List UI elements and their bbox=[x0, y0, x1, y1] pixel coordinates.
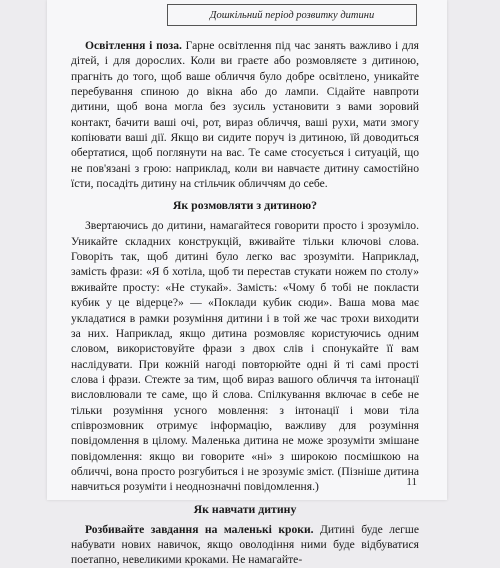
paragraph-lead: Освітлення і поза. bbox=[85, 39, 182, 52]
paragraph-lighting bbox=[71, 38, 419, 191]
paragraph-lead: Розбивайте завдання на маленькі кроки. bbox=[85, 522, 314, 536]
section-heading-teaching: Як навчати дитину bbox=[193, 501, 297, 516]
paragraph-text: Дитині буде легше набувати нових навичок, якщо оволодіння ними буде відбуватися поетапно, невеликими кроками. Не намагайте- bbox=[71, 522, 419, 567]
paragraph-teaching bbox=[71, 522, 419, 568]
book-page bbox=[47, 0, 447, 567]
page-number: 11 bbox=[406, 476, 417, 488]
paragraph-text: Звертаючись до дитини, намагайтеся говорити просто і зрозуміло. Уникайте складних конструкцій, вживайте тільки ключові слова. Говоріть так, щоб дитині було легко вас зрозуміти. Наприклад, замість фрази: «Я б хотіла, щоб ти перестав стукати ножем по столу» вживайте просту: «Не стукай». Замість: «Чому б тобі не покласти кубик у це відерце?» — «Поклади кубик сюди». Ваша мова має укладатися в рамки розуміння дитини і в той же час трохи виходити за них. Наприклад, якщо дитина розмовляє користуючись одним словом, використовуйте фрази з двох слів і спонукайте її вам наслідувати. При кожній нагоді повторюйте одні й ті самі прості слова і фрази. Стежте за тим, щоб вираз вашого обличчя та інтонації висловлювали те саме, що й слова. Спілкування включає в себе не тільки розуміння усного мовлення: з інтонації і мови тіла співрозмовник отримує інформацію, важливу для розуміння повідомлення в цілому. Маленька дитина не може зрозуміти змішане повідомлення: якщо ви говорите «ні» з широкою посмішкою на обличчі, вона просто розгубиться і не зрозуміє зміст. (Пізніше дитина навчиться розуміти і неоднозначні повідомлення.) bbox=[71, 219, 419, 494]
running-head-title: Дошкільний період розвитку дитини bbox=[209, 9, 375, 21]
page-content bbox=[71, 38, 419, 568]
section-heading-talking: Як розмовляти з дитиною? bbox=[172, 198, 318, 213]
paragraph-text: Гарне освітлення під час занять важливо і для дітей, і для дорослих. Коли ви граєте або розмовляєте з дитиною, прагніть до того, щоб ваше обличчя було добре освітлено, уникайте перебування спиною до вікна або до лампи. Сідайте навпроти дитини, щоб вона могла без зусиль установити з вами зоровий контакт, бачити ваші очі, рот, вираз обличчя, ваші рухи, мати змогу копіювати ваші дії. Якщо ви сидите поруч із дитиною, їй доводиться обертатися, щоб поглянути на вас. Те саме стосується і ситуацій, що не пов'язані з грою: наприклад, коли ви навчаєте дитину самостійно їсти, посадіть дитину на стільчик обличчям до себе. bbox=[71, 39, 420, 191]
running-head bbox=[167, 4, 417, 26]
paragraph-talking bbox=[71, 218, 419, 494]
